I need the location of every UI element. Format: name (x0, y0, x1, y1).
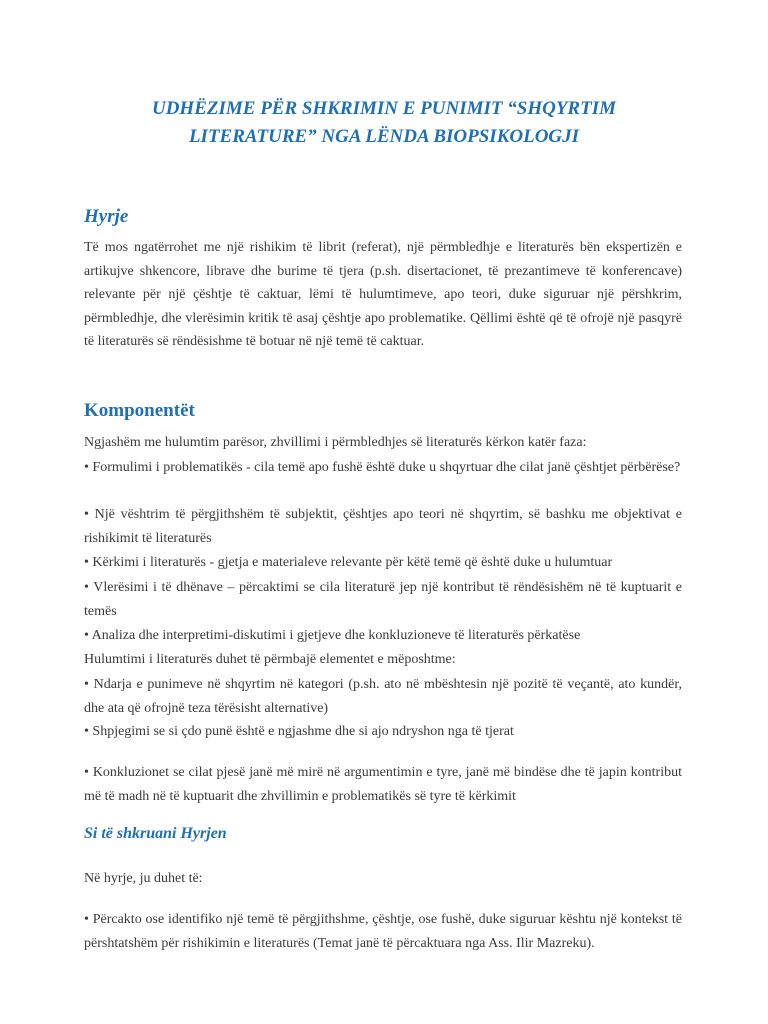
phase-item: • Kërkimi i literaturës - gjetja e materialeve relevante për këtë temë që është duke u hulumtuar (84, 555, 613, 570)
komponentet-intro: Ngjashëm me hulumtim parësor, zhvillimi i përmbledhjes së literaturës kërkon katër faza: (84, 435, 587, 450)
element-item: • Ndarja e punimeve në shqyrtim në kategori (p.sh. ato në mbështesin një pozitë të veçantë, ato kundër, dhe ata që ofrojnë teza tërësisht alternative) (84, 677, 682, 716)
section-heading-si-te-shkruani: Si të shkruani Hyrjen (84, 825, 227, 842)
section-heading-hyrje: Hyrje (84, 206, 129, 227)
si-te-shkruani-item: • Përcakto ose identifiko një temë të përgjithshme, çështje, ose fushë, duke siguruar kështu një kontekst të përshtatshëm për rishikimin e literaturës (Temat janë të përcaktuara nga Ass. Ilir Mazreku). (84, 912, 682, 951)
phase-item: • Analiza dhe interpretimi-diskutimi i gjetjeve dhe konkluzioneve të literaturës përkatëse (84, 628, 581, 643)
section-text-hyrje: Të mos ngatërrohet me një rishikim të librit (referat), një përmbledhje e literaturës bën ekspertizën e artikujve shkencore, librave dhe burime të tjera (p.sh. disertacionet, të prezantimeve të konferencave) relevante për një çështje të caktuar, lëmi të hulumtimeve, apo teori, duke siguruar një përshkrim, përmbledhje, dhe vlerësimin kritik të asaj çështje apo problematike. Qëllimi është që të ofrojë një pasqyrë të literaturës së rëndësishme të botuar në një temë të caktuar. (84, 240, 682, 349)
phase-item: • Një vështrim të përgjithshëm të subjektit, çështjes apo teori në shqyrtim, së bashku me objektivat e rishikimit të literaturës (84, 507, 682, 546)
element-item: • Shpjegimi se si çdo punë është e ngjashme dhe si ajo ndryshon nga të tjerat (84, 724, 514, 739)
phase-item: • Vlerësimi i të dhënave – përcaktimi se cila literaturë jep një kontribut të rëndësishëm në të kuptuarit e temës (84, 580, 682, 619)
document-title-line-2: LITERATURE” NGA LËNDA BIOPSIKOLOGJI (188, 126, 580, 147)
elements-intro: Hulumtimi i literaturës duhet të përmbajë elementet e mëposhtme: (84, 652, 456, 667)
document-title (84, 95, 684, 151)
si-te-shkruani-intro: Në hyrje, ju duhet të: (84, 871, 203, 886)
section-heading-komponentet: Komponentët (84, 400, 195, 421)
element-item: • Konkluzionet se cilat pjesë janë më mirë në argumentimin e tyre, janë më bindëse dhe të japin kontribut më të madh në të kuptuarit dhe zhvillimin e problematikës së tyre të kërkimit (84, 765, 682, 804)
document-title-line-1: UDHËZIME PËR SHKRIMIN E PUNIMIT “SHQYRTIM (151, 98, 616, 119)
phase-item: • Formulimi i problematikës - cila temë apo fushë është duke u shqyrtuar dhe cilat janë çështjet përbërëse? (84, 460, 681, 475)
